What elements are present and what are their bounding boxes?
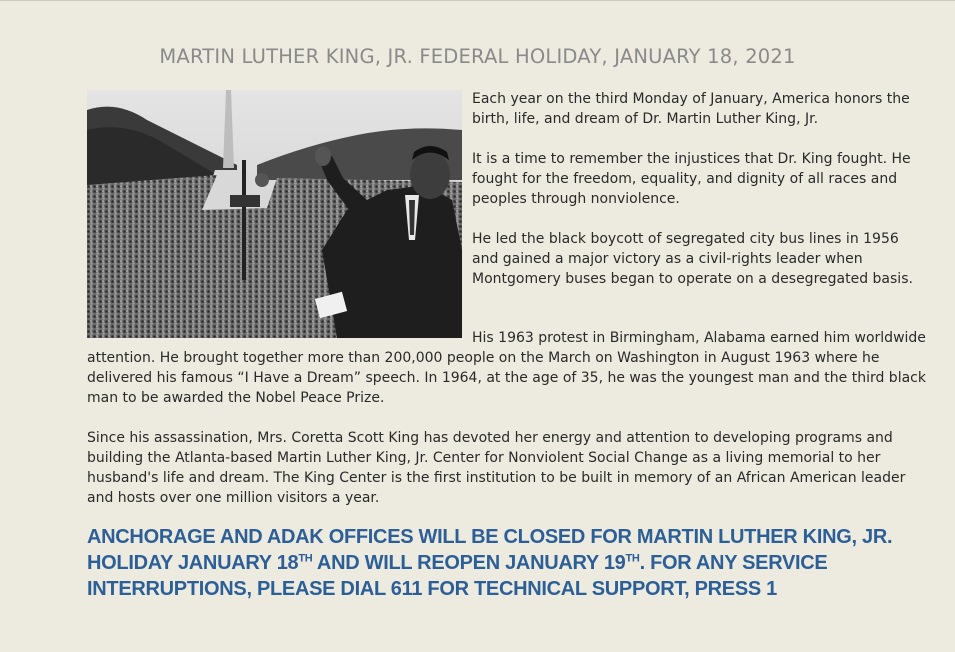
office-closure-notice <box>87 524 927 602</box>
birmingham-paragraph <box>87 328 927 408</box>
notice-text-3: . FOR ANY SERVICE INTERRUPTIONS, PLEASE DIAL 611 FOR TECHNICAL SUPPORT, PRESS 1 <box>87 552 828 600</box>
injustice-paragraph: It is a time to remember the injustices that Dr. King fought. He fought for the freedom, equality, and dignity of all races and peoples through nonviolence. <box>472 151 911 207</box>
intro-paragraph: Each year on the third Monday of January, America honors the birth, life, and dream of Dr. Martin Luther King, Jr. <box>472 91 910 127</box>
mlk-march-photo <box>87 90 462 338</box>
page-title: MARTIN LUTHER KING, JR. FEDERAL HOLIDAY, JANUARY 18, 2021 <box>159 45 796 68</box>
notice-text-1: ANCHORAGE AND ADAK OFFICES WILL BE CLOSED FOR MARTIN LUTHER KING, JR. HOLIDAY JANUARY 18 <box>87 526 893 574</box>
king-center-paragraph: Since his assassination, Mrs. Coretta Scott King has devoted her energy and attention to developing programs and building the Atlanta-based Martin Luther King, Jr. Center for Nonviolent Social Change as a living memorial to her husband's life and dream. The King Center is the first institution to be built in memory of an African American leader and hosts over one million visitors a year. <box>87 430 906 506</box>
notice-sup-2: TH <box>625 552 640 565</box>
boycott-paragraph: He led the black boycott of segregated city bus lines in 1956 and gained a major victory as a civil-rights leader when Montgomery buses began to operate on a desegregated basis. <box>472 231 913 287</box>
notice-sup-1: TH <box>298 552 313 565</box>
birmingham-text: His 1963 protest in Birmingham, Alabama earned him worldwide attention. He brought together more than 200,000 people on the March on Washington in August 1963 where he delivered his famous “I Have a Dream” speech. In 1964, at the age of 35, he was the youngest man and the third black man to be awarded the Nobel Peace Prize. <box>87 330 926 406</box>
notice-text-2: AND WILL REOPEN JANUARY 19 <box>312 552 626 574</box>
